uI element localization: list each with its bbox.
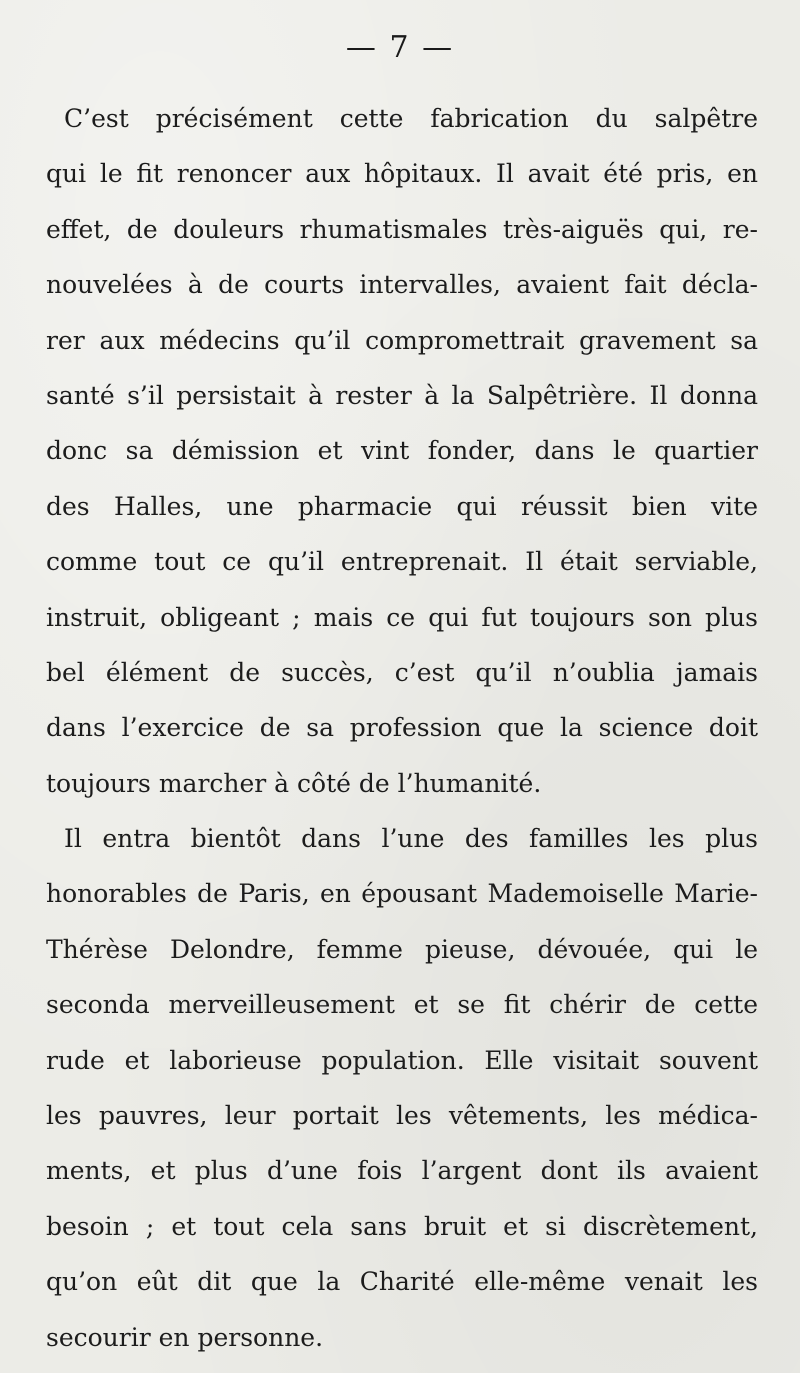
text-line: ments, et plus d’une fois l’argent dont ils avaient: [46, 1156, 758, 1186]
text-line: honorables de Paris, en épousant Mademoiselle Marie-: [46, 879, 758, 909]
text-line: qui le fit renoncer aux hôpitaux. Il avait été pris, en: [46, 159, 758, 189]
text-line: les pauvres, leur portait les vêtements, les médica-: [46, 1101, 758, 1131]
text-line: comme tout ce qu’il entreprenait. Il était serviable,: [46, 547, 758, 577]
text-line: dans l’exercice de sa profession que la science doit: [46, 713, 758, 743]
text-line: nouvelées à de courts intervalles, avaient fait décla-: [46, 270, 758, 300]
text-line: effet, de douleurs rhumatismales très-aiguës qui, re-: [46, 214, 758, 244]
body-text: [46, 91, 758, 1365]
text-line: Thérèse Delondre, femme pieuse, dévouée, qui le: [46, 934, 758, 964]
text-line: besoin ; et tout cela sans bruit et si discrètement,: [46, 1211, 758, 1241]
text-line: donc sa démission et vint fonder, dans le quartier: [46, 436, 758, 466]
text-line: seconda merveilleusement et se fit chérir de cette: [46, 990, 758, 1020]
text-line: C’est précisément cette fabrication du salpêtre: [64, 104, 758, 133]
text-line: qu’on eût dit que la Charité elle-même venait les: [46, 1267, 758, 1297]
text-line: secourir en personne.: [46, 1322, 324, 1352]
page-number: — 7 —: [345, 30, 455, 65]
text-line: rude et laborieuse population. Elle visitait souvent: [46, 1045, 758, 1075]
text-line: des Halles, une pharmacie qui réussit bien vite: [46, 491, 758, 521]
text-line: Il entra bientôt dans l’une des familles les plus: [64, 824, 758, 854]
text-line: instruit, obligeant ; mais ce qui fut toujours son plus: [46, 602, 758, 632]
text-line: santé s’il persistait à rester à la Salpêtrière. Il donna: [46, 380, 758, 410]
text-line: bel élément de succès, c’est qu’il n’oublia jamais: [46, 657, 758, 687]
text-line: toujours marcher à côté de l’humanité.: [46, 768, 542, 798]
text-line: rer aux médecins qu’il compromettrait gravement sa: [46, 325, 758, 355]
